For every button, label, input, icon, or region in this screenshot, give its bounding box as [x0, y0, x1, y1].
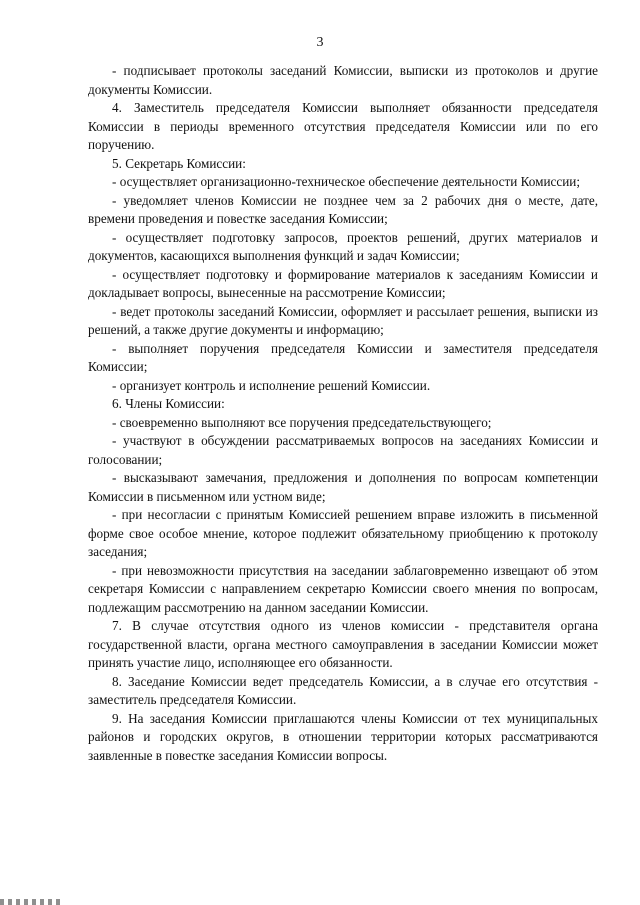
- paragraph: - ведет протоколы заседаний Комиссии, оформляет и рассылает решения, выписки из решений, а также другие документы и информацию;: [88, 303, 598, 337]
- paragraph: - осуществляет подготовку запросов, проектов решений, других материалов и документов, касающихся выполнения функций и задач Комиссии;: [88, 229, 598, 263]
- paragraph: - подписывает протоколы заседаний Комиссии, выписки из протоколов и другие документы Комиссии.: [88, 63, 598, 97]
- paragraph: - участвуют в обсуждении рассматриваемых вопросов на заседаниях Комиссии и голосовании;: [88, 433, 598, 467]
- paragraph: 8. Заседание Комиссии ведет председатель Комиссии, а в случае его отсутствия - заместитель председателя Комиссии.: [88, 673, 598, 707]
- paragraph: - выполняет поручения председателя Комиссии и заместителя председателя Комиссии;: [88, 340, 598, 374]
- scan-artifact: [0, 899, 60, 905]
- paragraph: - уведомляет членов Комиссии не позднее чем за 2 рабочих дня о месте, дате, времени проведения и повестке заседания Комиссии;: [88, 192, 598, 226]
- paragraph: 4. Заместитель председателя Комиссии выполняет обязанности председателя Комиссии в периоды временного отсутствия председателя Комиссии или по его поручению.: [88, 100, 598, 152]
- paragraph: - своевременно выполняют все поручения председательствующего;: [112, 414, 492, 430]
- page-number: 3: [316, 35, 324, 50]
- paragraph: 7. В случае отсутствия одного из членов комиссии - представителя органа государственной власти, органа местного самоуправления в заседании Комиссии может принять участие лицо, исполняющее его обязанности.: [88, 618, 598, 670]
- paragraph: - высказывают замечания, предложения и дополнения по вопросам компетенции Комиссии в письменном или устном виде;: [88, 470, 598, 504]
- paragraph: 5. Секретарь Комиссии:: [112, 155, 246, 171]
- paragraph: - осуществляет организационно-техническое обеспечение деятельности Комиссии;: [112, 174, 581, 189]
- paragraph: - организует контроль и исполнение решений Комиссии.: [112, 377, 431, 393]
- paragraph: 6. Члены Комиссии:: [112, 396, 225, 411]
- paragraph: 9. На заседания Комиссии приглашаются члены Комиссии от тех муниципальных районов и городских округов, в отношении территории которых рассматриваются заявленные в повестке заседания Комиссии вопросы.: [88, 710, 598, 763]
- paragraph: - осуществляет подготовку и формирование материалов к заседаниям Комиссии и докладывает вопросы, вынесенные на рассмотрение Комиссии;: [88, 266, 598, 300]
- paragraph: - при невозможности присутствия на заседании заблаговременно извещают об этом секретаря Комиссии с направлением секретарю Комиссии своего мнения по вопросам, подлежащим рассмотрению на данном заседании Комиссии.: [88, 562, 598, 615]
- paragraph: - при несогласии с принятым Комиссией решением вправе изложить в письменной форме свое особое мнение, которое подлежит обязательному приобщению к протоколу заседания;: [88, 507, 598, 559]
- document-body: [88, 62, 598, 765]
